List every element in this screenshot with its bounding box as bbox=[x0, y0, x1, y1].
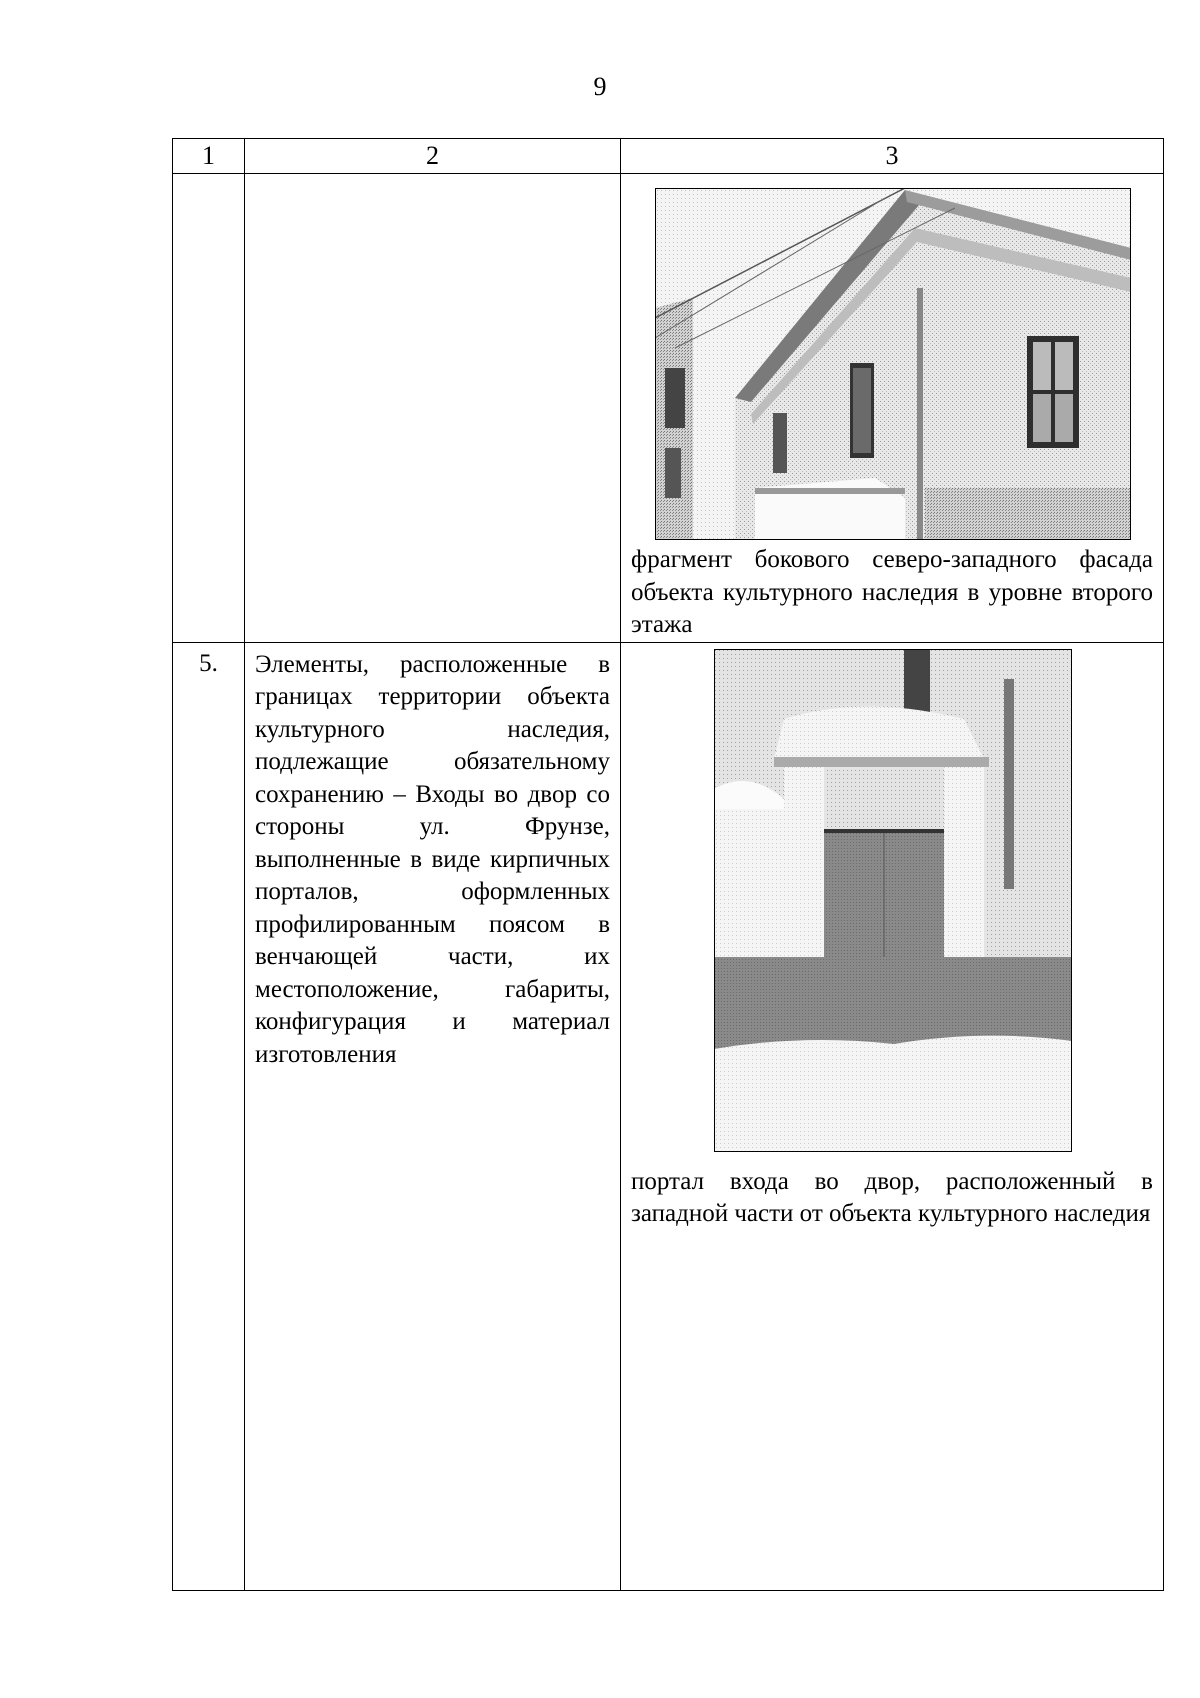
page-number: 9 bbox=[593, 72, 607, 101]
heritage-elements-table bbox=[172, 138, 1164, 1591]
table-row bbox=[173, 642, 1164, 1590]
photo-cell bbox=[621, 642, 1164, 1590]
column-header-3: 3 bbox=[621, 139, 1164, 174]
row-number-cell: 5. bbox=[173, 642, 245, 1590]
row-number-cell bbox=[173, 174, 245, 643]
column-header-1: 1 bbox=[173, 139, 245, 174]
description-cell bbox=[245, 174, 621, 643]
table-row bbox=[173, 174, 1164, 643]
photo-caption: портал входа во двор, расположенный в западной части от объекта культурного наследия bbox=[631, 1167, 1153, 1227]
gate-portal-photo bbox=[714, 649, 1072, 1152]
table-header-row bbox=[173, 139, 1164, 174]
column-header-2: 2 bbox=[245, 139, 621, 174]
photo-caption: фрагмент бокового северо-западного фасада объекта культурного наследия в уровне второго этажа bbox=[631, 546, 1153, 638]
building-side-facade-photo bbox=[655, 188, 1131, 540]
description-cell: Элементы, расположенные в границах территории объекта культурного наследия, подлежащие обязательному сохранению – Входы во двор со стороны ул. Фрунзе, выполненные в виде кирпичных порталов, оформленных профилированным поясом в венчающей части, их местоположение, габариты, конфигурация и материал изготовления bbox=[245, 642, 621, 1590]
photo-cell bbox=[621, 174, 1164, 643]
